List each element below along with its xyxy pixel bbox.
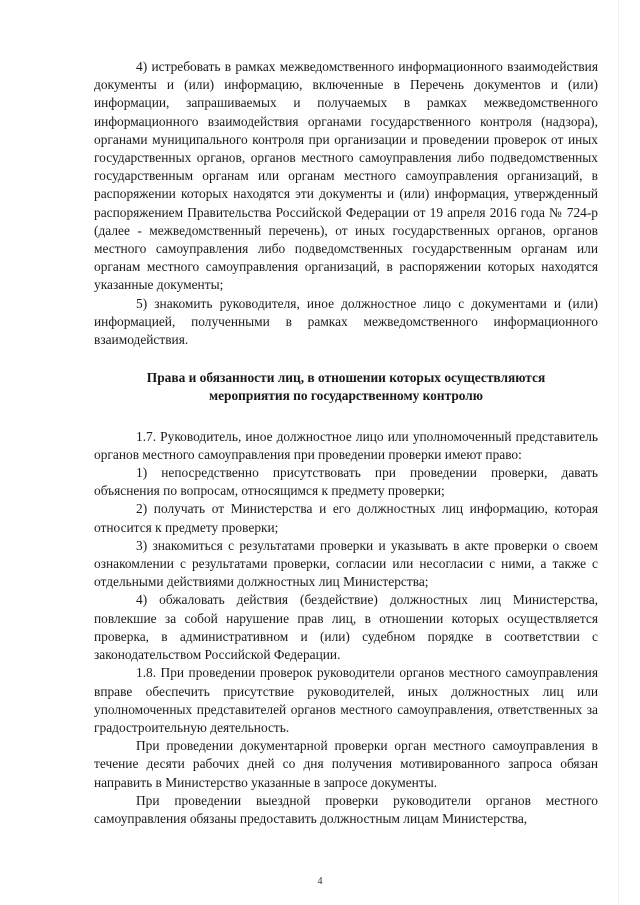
paragraph-right-2: 2) получать от Министерства и его должностных лиц информацию, которая относится к предмету проверки;	[94, 501, 598, 535]
paragraph-item-5: 5) знакомить руководителя, иное должностное лицо с документами и (или) информацией, полученными в рамках межведомственного информационного взаимодействия.	[94, 295, 598, 348]
paragraph-right-3: 3) знакомиться с результатами проверки и указывать в акте проверки о своем ознакомлении с результатами проверки, согласии или несогласии с ними, а также с отдельными действиями должностных лиц Министерства;	[94, 537, 598, 590]
paragraph-item-4: 4) истребовать в рамках межведомственного информационного взаимодействия документы и (или) информацию, включенные в Перечень документов и (или) информации, запрашиваемых и получаемых в рамках межведомственного информационного взаимодействия органами государственного контроля (надзора), органами муниципального контроля при организации и проведении проверок от иных государственных органов, органов местного самоуправления либо подведомственных государственным органам или органам местного самоуправления организаций, в распоряжении которых находятся эти документы и (или) информация, утвержденный распоряжением Правительства Российской Федерации от 19 апреля 2016 года № 724-р (далее - межведомственный перечень), от иных государственных органов, органов местного самоуправления либо подведомственных государственным органам или органам местного самоуправления организаций, в распоряжении которых находятся указанные документы;	[94, 59, 598, 293]
paragraph-onsite-check: При проведении выездной проверки руководители органов местного самоуправления обязаны предоставить должностным лицам Министерства,	[94, 792, 598, 826]
paragraph-1-7: 1.7. Руководитель, иное должностное лицо или уполномоченный представитель органов местного самоуправления при проведении проверки имеют право:	[94, 428, 598, 462]
paragraph-right-1: 1) непосредственно присутствовать при проведении проверки, давать объяснения по вопросам, относящимся к предмету проверки;	[94, 465, 598, 499]
document-body	[94, 58, 598, 828]
scan-edge-shadow	[618, 0, 619, 905]
section-heading: Права и обязанности лиц, в отношении которых осуществляются мероприятия по государственному контролю	[146, 370, 546, 404]
page-number: 4	[317, 876, 323, 887]
paragraph-documentary-check: При проведении документарной проверки орган местного самоуправления в течение десяти рабочих дней со дня получения мотивированного запроса обязан направить в Министерство указанные в запросе документы.	[94, 738, 598, 790]
paragraph-1-8: 1.8. При проведении проверок руководители органов местного самоуправления вправе обеспечить присутствие руководителей, иных должностных лиц или уполномоченных представителей органов местного самоуправления, ответственных за градостроительную деятельность.	[94, 665, 598, 735]
paragraph-right-4: 4) обжаловать действия (бездействие) должностных лиц Министерства, повлекшие за собой нарушение прав лиц, в отношении которых осуществляется проверка, в административном и (или) судебном порядке в соответствии с законодательством Российской Федерации.	[94, 592, 598, 663]
